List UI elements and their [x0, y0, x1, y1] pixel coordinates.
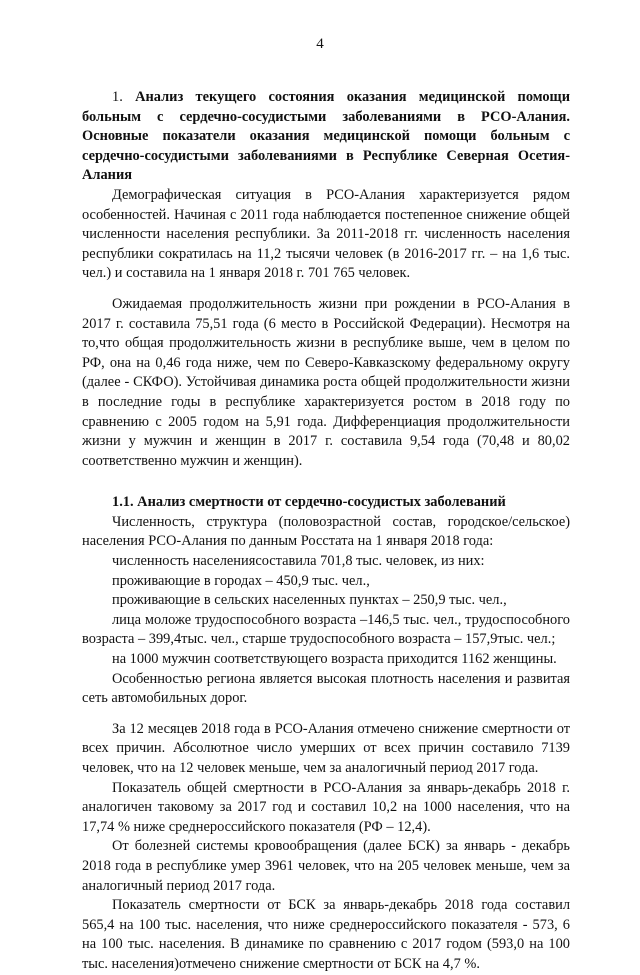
page-number: 4 [316, 36, 324, 52]
paragraph-demography: Демографическая ситуация в РСО-Алания характеризуется рядом особенностей. Начиная с 2011 года наблюдается постепенное снижение общей численности населения республики. За 2011-2018 гг. численность населения республики сократилась на 11,2 тысячи человек (в 2016-2017 гг. – на 1,6 тыс. чел.) и составила на 1 января 2018 г. 701 765 человек. [82, 186, 570, 282]
list-item-urban: проживающие в городах – 450,9 тыс. чел., [112, 572, 370, 589]
list-item-rural: проживающие в сельских населенных пунктах – 250,9 тыс. чел., [112, 592, 507, 609]
section-title: Анализ текущего состояния оказания медицинской помощи больным с сердечно-сосудистыми заболеваниями в РСО-Алания. Основные показатели оказания медицинской помощи больным с сердечно-сосудистыми заболеваниями в Республике Северная Осетия-Алания [82, 89, 570, 184]
section-heading [82, 88, 570, 186]
paragraph-cardio-deaths: От болезней системы кровообращения (далее БСК) за январь - декабрь 2018 года в республике умер 3961 человек, что на 205 человек меньше, чем за аналогичный период 2017 года. [82, 838, 570, 894]
paragraph-age-groups: лица моложе трудоспособного возраста –146,5 тыс. чел., трудоспособного возраста – 399,4тыс. чел., старше трудоспособного возраста – 157,9тыс. чел.; [82, 611, 570, 648]
paragraph-mortality-total: За 12 месяцев 2018 года в РСО-Алания отмечено снижение смертности от всех причин. Абсолютное число умерших от всех причин составило 7139 человек, что на 12 человек меньше, чем за аналогичный период 2017 года. [82, 720, 570, 776]
paragraph-gender-ratio: на 1000 мужчин соответствующего возраста приходится 1162 женщины. [112, 651, 557, 668]
list-item-population-total: численность населениясоставила 701,8 тыс. человек, из них: [112, 553, 485, 570]
document-body [82, 88, 570, 975]
subsection-heading: 1.1. Анализ смертности от сердечно-сосудистых заболеваний [112, 494, 506, 511]
paragraph-life-expectancy: Ожидаемая продолжительность жизни при рождении в РСО-Алания в 2017 г. составила 75,51 года (6 место в Российской Федерации). Несмотря на то,что общая продолжительность жизни в республике выше, чем в целом по РФ, она на 0,46 года ниже, чем по Северо-Кавказскому федеральному округу (далее - СКФО). Устойчивая динамика роста общей продолжительности жизни в последние годы в республике характеризуется ростом в 2018 году по сравнению с 2005 годом на 5,91 года. Дифференциация продолжительности жизни у мужчин и женщин в 2017 г. составила 9,54 года (70,48 и 80,02 соответственно мужчин и женщин). [82, 295, 570, 469]
section-number: 1. [112, 89, 123, 105]
paragraph-mortality-rate: Показатель общей смертности в РСО-Алания за январь-декабрь 2018 г. аналогичен таковому за 2017 год и составил 10,2 на 1000 населения, что на 17,74 % ниже среднероссийского показателя (РФ – 12,4). [82, 779, 570, 835]
paragraph-population-structure: Численность, структура (половозрастной состав, городское/сельское) населения РСО-Алания по данным Росстата на 1 января 2018 года: [82, 513, 570, 550]
paragraph-cardio-rate: Показатель смертности от БСК за январь-декабрь 2018 года составил 565,4 на 100 тыс. населения, что ниже среднероссийского показателя - 573, 6 на 100 тыс. населения. В динамике по сравнению с 2017 годом (593,0 на 100 тыс. населения)отмечено снижение смертности от БСК на 4,7 %. [82, 897, 570, 972]
paragraph-region-feature: Особенностью региона является высокая плотность населения и развитая сеть автомобильных дорог. [82, 670, 570, 707]
